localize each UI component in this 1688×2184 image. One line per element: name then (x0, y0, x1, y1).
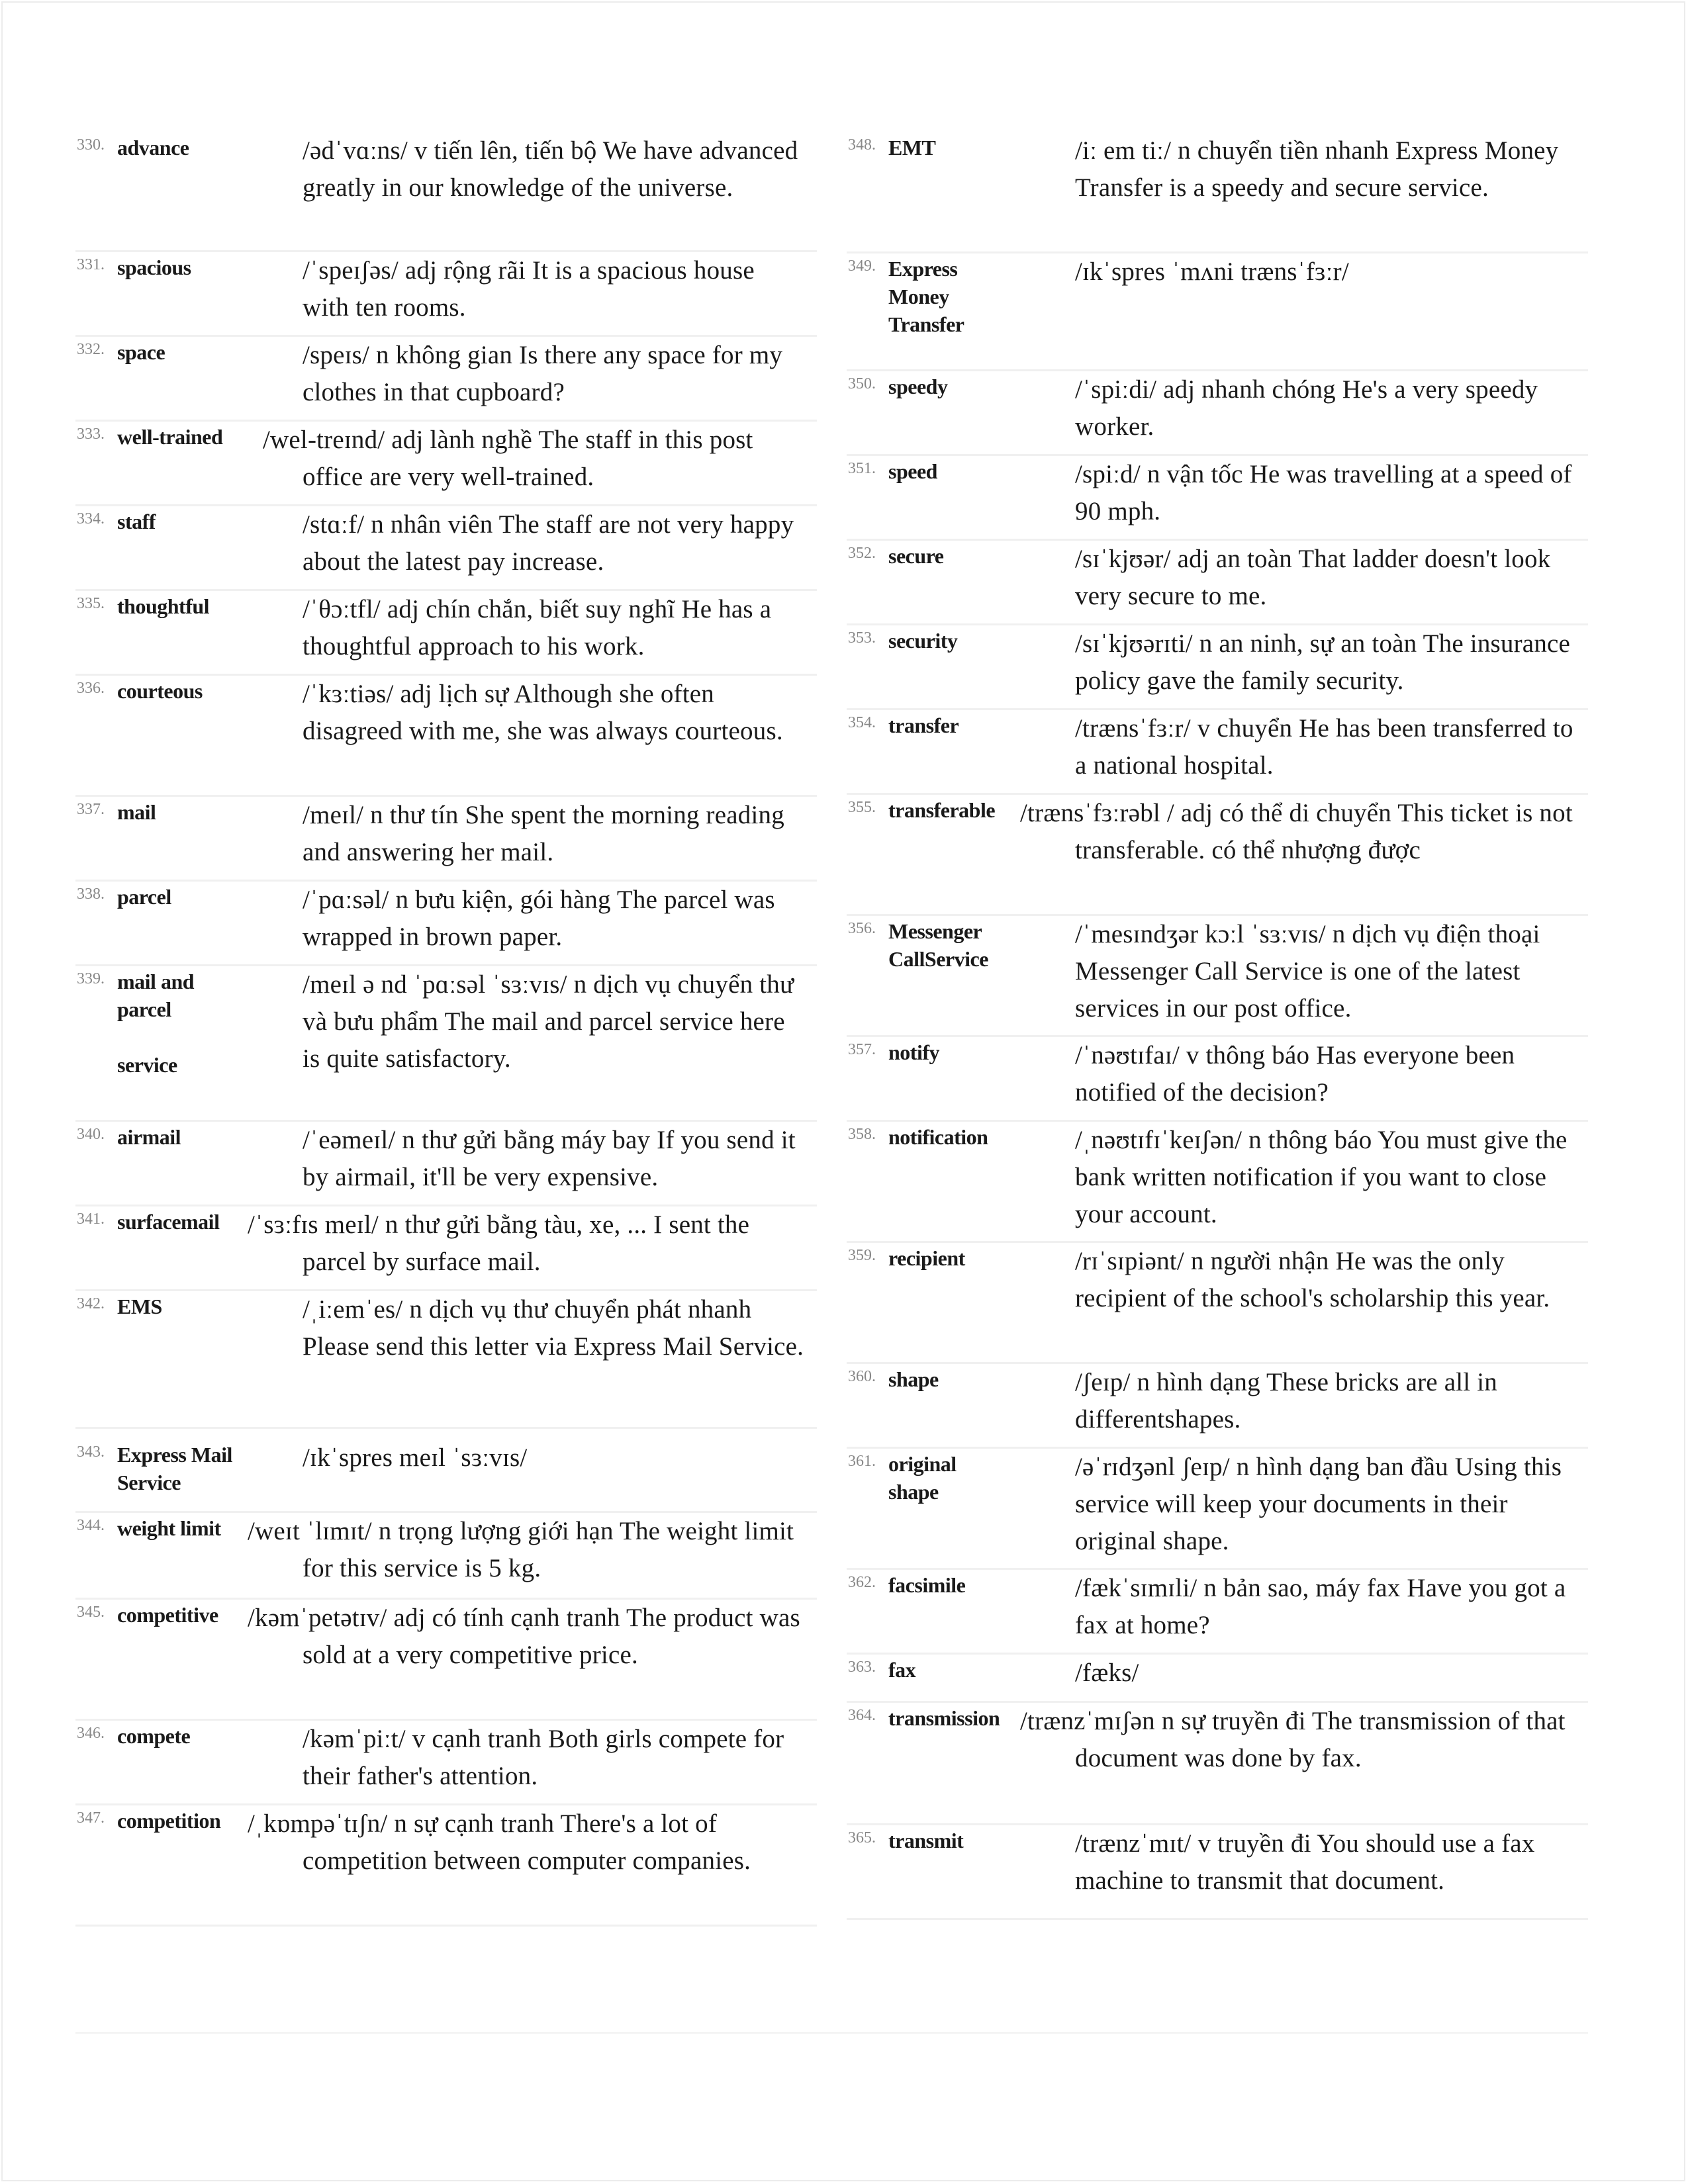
entry-definition: /stɑːf/ n nhân viên The staff are not very happy about the latest pay increase. (303, 510, 794, 576)
entry-number: 355. (848, 799, 876, 816)
entry-definition: /wel-treɪnd/ adj lành nghề The staff in this post office are very well-trained. (263, 426, 753, 491)
entry-definition: /trænzˈmɪʃən n sự truyền đi The transmission of that document was done by fax. (1020, 1707, 1566, 1772)
vocab-entry (847, 1449, 1588, 1570)
vocab-entry (75, 797, 817, 882)
entry-definition: /ˈmesɪndʒər kɔːl ˈsɜːvɪs/ n dịch vụ điện thoại Messenger Call Service is one of the latest services in our post office. (1075, 920, 1540, 1023)
entry-word: original shape (888, 1452, 957, 1504)
entry-word: notify (888, 1040, 939, 1064)
entry-definition: /ʃeɪp/ n hình dạng These bricks are all in differentshapes. (1075, 1368, 1497, 1433)
entry-number: 334. (77, 510, 105, 527)
entry-number: 351. (848, 460, 876, 477)
vocab-entry (75, 506, 817, 591)
entry-definition: /meɪl ə nd ˈpɑːsəl ˈsɜːvɪs/ n dịch vụ chuyển thư và bưu phẩm The mail and parcel service here is quite satisfactory. (303, 970, 794, 1073)
entry-word: speed (888, 459, 937, 483)
entry-number: 361. (848, 1453, 876, 1470)
entry-word: compete (117, 1724, 191, 1748)
entry-definition: /ˌnəʊtɪfɪˈkeɪʃən/ n thông báo You must give the bank written notification if you want to close your account. (1075, 1126, 1568, 1228)
entry-word: mail (117, 800, 156, 824)
entry-number: 350. (848, 375, 876, 392)
vocab-entry (75, 1429, 817, 1513)
entry-word: competitive (117, 1603, 218, 1627)
entry-number: 335. (77, 595, 105, 612)
entry-word: space (117, 340, 165, 364)
entry-word: facsimile (888, 1573, 966, 1597)
entry-definition: /fækˈsɪmɪli/ n bản sao, máy fax Have you got a fax at home? (1075, 1574, 1566, 1639)
entry-number: 347. (77, 1809, 105, 1827)
entry-word: airmail (117, 1125, 181, 1149)
entry-definition: /fæks/ (1075, 1659, 1139, 1687)
vocab-entry (75, 252, 817, 337)
vocab-entry (75, 1291, 817, 1429)
entry-definition: /ˈspiːdi/ adj nhanh chóng He's a very speedy worker. (1075, 375, 1538, 441)
entry-definition: /ˈθɔːtfl/ adj chín chắn, biết suy nghĩ He has a thoughtful approach to his work. (303, 595, 772, 660)
vocab-entry (847, 456, 1588, 541)
entry-number: 364. (848, 1707, 876, 1724)
entry-definition: /trænsˈfɜːrəbl / adj có thể di chuyển This ticket is not transferable. có thể nhượng được (1020, 799, 1573, 864)
entry-number: 349. (848, 257, 876, 275)
vocab-entry (75, 1721, 817, 1805)
entry-word: competition (117, 1809, 221, 1833)
entry-number: 330. (77, 136, 105, 154)
entry-word: advance (117, 136, 189, 159)
entry-word: Express Mail Service (117, 1443, 232, 1494)
vocab-entry (75, 132, 817, 252)
entry-word: surfacemail (117, 1210, 220, 1234)
entry-word: security (888, 629, 958, 653)
entry-word: courteous (117, 679, 203, 703)
entry-definition: /əˈrɪdʒənl ʃeɪp/ n hình dạng ban đầu Using this service will keep your documents in their original shape. (1075, 1453, 1562, 1555)
entry-word: recipient (888, 1246, 965, 1270)
entry-number: 337. (77, 801, 105, 818)
entry-number: 331. (77, 256, 105, 273)
entry-word: parcel (117, 885, 171, 909)
entry-number: 352. (848, 545, 876, 562)
entry-number: 362. (848, 1574, 876, 1591)
entry-word: spacious (117, 255, 191, 279)
entry-number: 336. (77, 680, 105, 697)
entry-number: 360. (848, 1368, 876, 1385)
entry-number: 341. (77, 1210, 105, 1228)
vocab-entry (75, 1513, 817, 1600)
entry-word: shape (888, 1367, 939, 1391)
entry-number: 354. (848, 714, 876, 731)
vocab-entry (847, 710, 1588, 795)
entry-definition: /ɪkˈspres ˈmʌni trænsˈfɜːr/ (1075, 257, 1349, 286)
vocab-entry (847, 1655, 1588, 1703)
entry-definition: /ˈnəʊtɪfaɪ/ v thông báo Has everyone been notified of the decision? (1075, 1041, 1515, 1107)
entry-word: fax (888, 1658, 916, 1682)
vocab-entry (75, 1805, 817, 1927)
entry-word: thoughtful (117, 594, 210, 618)
entry-word: transmit (888, 1829, 964, 1852)
entry-definition: /trænsˈfɜːr/ v chuyển He has been transferred to a national hospital. (1075, 714, 1573, 780)
entry-word: weight limit (117, 1516, 221, 1540)
entry-number: 333. (77, 426, 105, 443)
vocab-entry (75, 591, 817, 676)
entry-number: 363. (848, 1659, 876, 1676)
entry-definition: /sɪˈkjʊər/ adj an toàn That ladder doesn't look very secure to me. (1075, 545, 1551, 610)
vocab-entry (75, 676, 817, 797)
vocab-entry (847, 1364, 1588, 1449)
entry-word: EMS (117, 1295, 162, 1318)
entry-definition: /ɪkˈspres meɪl ˈsɜːvɪs/ (303, 1443, 528, 1472)
vocab-entry (75, 1206, 817, 1291)
entry-number: 345. (77, 1604, 105, 1621)
entry-definition: /kəmˈpetətɪv/ adj có tính cạnh tranh The product was sold at a very competitive price. (248, 1604, 800, 1669)
entry-definition: /meɪl/ n thư tín She spent the morning reading and answering her mail. (303, 801, 784, 866)
entry-word: mail and parcel service (117, 970, 195, 1077)
entry-word: Messenger CallService (888, 919, 988, 971)
entry-number: 343. (77, 1443, 105, 1461)
vocab-entry (847, 916, 1588, 1037)
entry-number: 346. (77, 1725, 105, 1742)
vocab-entry (847, 541, 1588, 625)
entry-number: 344. (77, 1517, 105, 1534)
entry-number: 348. (848, 136, 876, 154)
entry-definition: /ˈpɑːsəl/ n bưu kiện, gói hàng The parcel was wrapped in brown paper. (303, 886, 775, 951)
vocab-entry (847, 1703, 1588, 1825)
bottom-divider (75, 2032, 1588, 2034)
entry-definition: /ˈspeɪʃəs/ adj rộng rãi It is a spacious house with ten rooms. (303, 256, 755, 322)
vocab-entry (847, 1037, 1588, 1122)
entry-number: 359. (848, 1247, 876, 1264)
entry-definition: /spiːd/ n vận tốc He was travelling at a speed of 90 mph. (1075, 460, 1572, 525)
entry-number: 365. (848, 1829, 876, 1846)
vocab-entry (847, 795, 1588, 916)
vocab-entry (847, 625, 1588, 710)
entry-definition: /ˈkɜːtiəs/ adj lịch sự Although she often disagreed with me, she was always courteous. (303, 680, 783, 745)
entry-word: secure (888, 544, 944, 568)
left-vocabulary-column (75, 132, 817, 1927)
entry-definition: /ˈeəmeɪl/ n thư gửi bằng máy bay If you send it by airmail, it'll be very expensive. (303, 1126, 796, 1191)
vocab-entry (75, 966, 817, 1122)
vocabulary-page (1, 1, 1685, 2181)
entry-number: 342. (77, 1295, 105, 1312)
entry-definition: /ˌiːemˈes/ n dịch vụ thư chuyển phát nhanh Please send this letter via Express Mail Service. (303, 1295, 804, 1361)
vocab-entry (75, 337, 817, 422)
entry-number: 338. (77, 886, 105, 903)
entry-word: Express Money Transfer (888, 257, 964, 336)
entry-word: EMT (888, 136, 936, 159)
vocab-entry (847, 1825, 1588, 1920)
entry-definition: /iː em tiː/ n chuyển tiền nhanh Express Money Transfer is a speedy and secure service. (1075, 136, 1559, 202)
entry-definition: /weɪt ˈlɪmɪt/ n trọng lượng giới hạn The weight limit for this service is 5 kg. (248, 1517, 794, 1582)
entry-word: notification (888, 1125, 988, 1149)
entry-word: transferable (888, 798, 996, 822)
entry-definition: /trænzˈmɪt/ v truyền đi You should use a fax machine to transmit that document. (1075, 1829, 1535, 1895)
entry-number: 357. (848, 1041, 876, 1058)
right-vocabulary-column (847, 132, 1588, 1920)
entry-word: staff (117, 510, 156, 533)
entry-number: 358. (848, 1126, 876, 1143)
entry-word: well-trained (117, 425, 223, 449)
vocab-entry (847, 132, 1588, 253)
entry-number: 339. (77, 970, 105, 987)
vocab-entry (75, 1122, 817, 1206)
vocab-entry (847, 371, 1588, 456)
vocab-entry (75, 422, 817, 506)
vocab-entry (75, 1600, 817, 1721)
vocab-entry (847, 253, 1588, 371)
entry-definition: /sɪˈkjʊərɪti/ n an ninh, sự an toàn The insurance policy gave the family security. (1075, 629, 1571, 695)
vocab-entry (847, 1570, 1588, 1655)
entry-definition: /speɪs/ n không gian Is there any space for my clothes in that cupboard? (303, 341, 783, 406)
entry-definition: /rɪˈsɪpiənt/ n người nhận He was the only recipient of the school's scholarship this year. (1075, 1247, 1550, 1312)
entry-definition: /kəmˈpiːt/ v cạnh tranh Both girls compete for their father's attention. (303, 1725, 784, 1790)
vocab-entry (847, 1243, 1588, 1364)
entry-number: 332. (77, 341, 105, 358)
entry-number: 356. (848, 920, 876, 937)
entry-definition: /ədˈvɑːns/ v tiến lên, tiến bộ We have advanced greatly in our knowledge of the universe. (303, 136, 798, 202)
entry-number: 340. (77, 1126, 105, 1143)
vocab-entry (847, 1122, 1588, 1243)
entry-word: speedy (888, 375, 948, 398)
vocab-entry (75, 882, 817, 966)
entry-definition: /ˌkɒmpəˈtɪʃn/ n sự cạnh tranh There's a lot of competition between computer companies. (248, 1809, 751, 1875)
entry-number: 353. (848, 629, 876, 647)
entry-definition: /ˈsɜːfɪs meɪl/ n thư gửi bằng tàu, xe, ... I sent the parcel by surface mail. (248, 1210, 750, 1276)
entry-word: transfer (888, 713, 959, 737)
entry-word: transmission (888, 1706, 1000, 1730)
